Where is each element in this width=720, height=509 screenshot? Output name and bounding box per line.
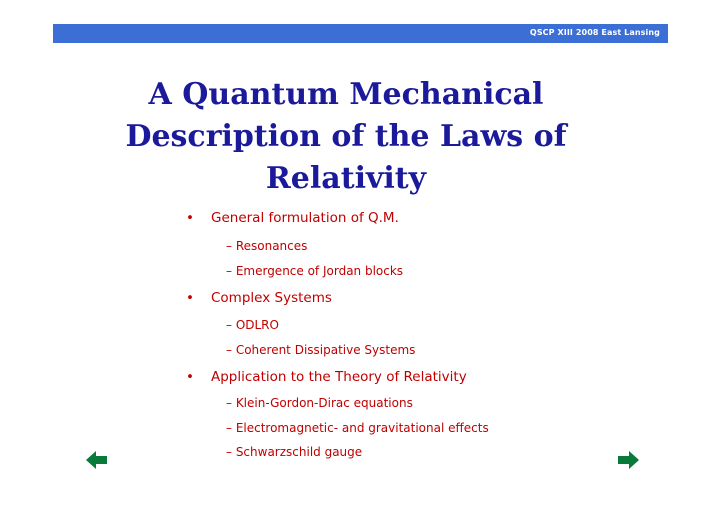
bullet-icon: • xyxy=(186,290,194,306)
title-line: Relativity xyxy=(265,161,427,196)
outline-subitem: – ODLRO xyxy=(226,318,279,332)
outline-subitem: – Emergence of Jordan blocks xyxy=(226,264,404,278)
title-line: Description of the Laws of xyxy=(125,119,567,154)
outline-subitem: – Coherent Dissipative Systems xyxy=(226,343,416,357)
outline-subitem: – Schwarzschild gauge xyxy=(226,445,363,459)
outline-subitem: – Electromagnetic- and gravitational effects xyxy=(226,421,489,435)
right-arrow-icon xyxy=(617,451,639,469)
conference-label: QSCP XIII 2008 East Lansing xyxy=(529,28,660,37)
outline-item-label: Complex Systems xyxy=(211,290,332,306)
header-bar xyxy=(53,24,668,43)
bullet-icon: • xyxy=(186,210,194,226)
next-slide-button[interactable] xyxy=(617,451,639,469)
outline-item-label: Application to the Theory of Relativity xyxy=(211,369,467,385)
title-line: A Quantum Mechanical xyxy=(148,77,544,112)
outline-subitem: – Klein-Gordon-Dirac equations xyxy=(226,396,413,410)
previous-slide-button[interactable] xyxy=(86,451,108,469)
left-arrow-icon xyxy=(86,451,108,469)
slide-title xyxy=(100,74,592,200)
bullet-icon: • xyxy=(186,369,194,385)
outline-subitem: – Resonances xyxy=(226,239,308,253)
outline-item-label: General formulation of Q.M. xyxy=(211,210,399,226)
